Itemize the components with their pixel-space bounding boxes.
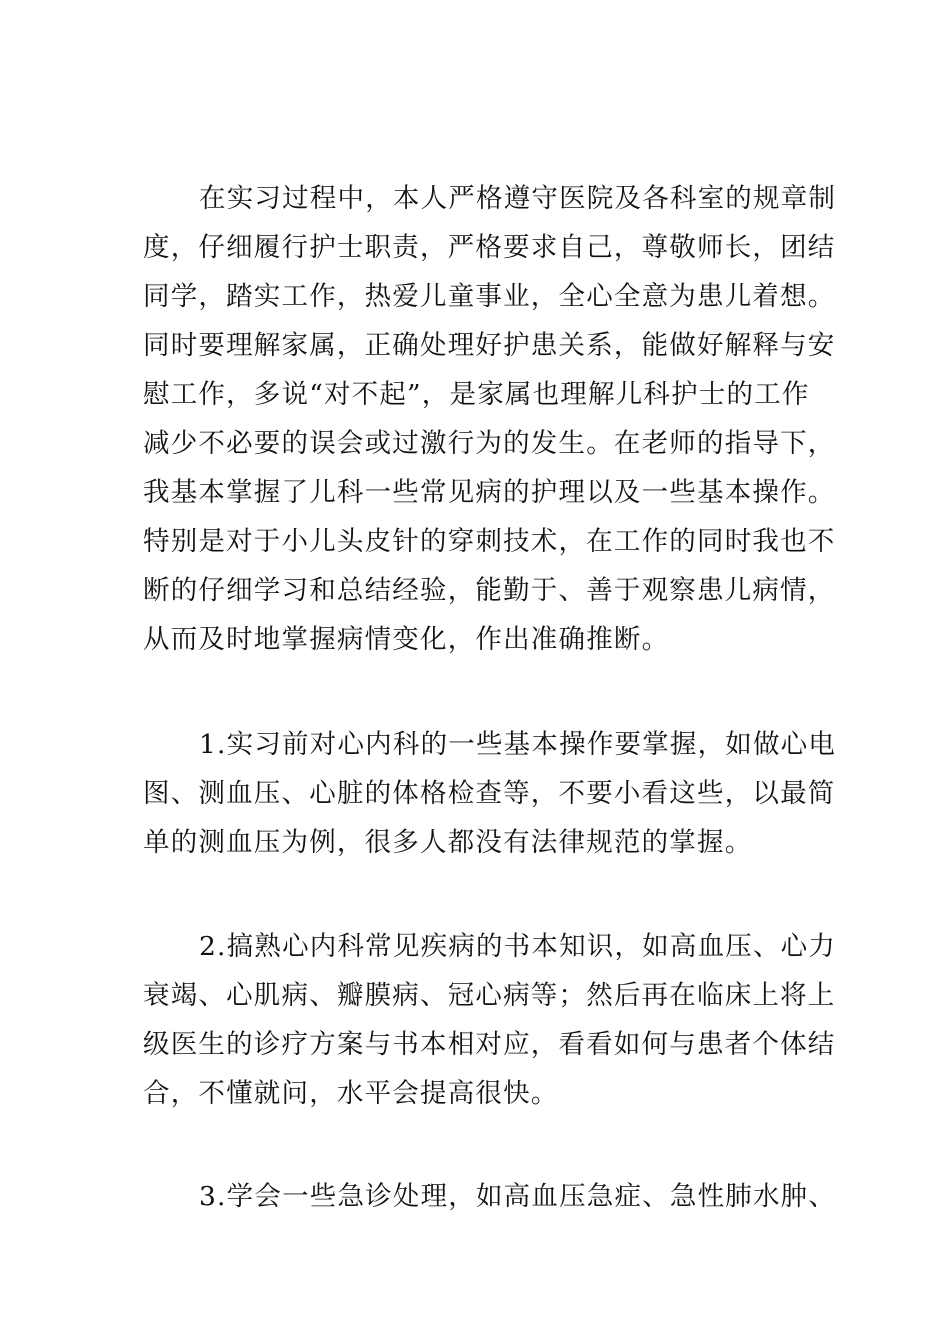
text-line: 我基本掌握了儿科一些常见病的护理以及一些基本操作。 [143,477,836,508]
text-line: 特别是对于小儿头皮针的穿刺技术，在工作的同时我也不 [143,526,836,557]
text-line: 从而及时地掌握病情变化，作出准确推断。 [143,624,670,655]
paragraph-item-1 [143,720,837,867]
paragraph-internship-summary [143,174,837,664]
text-line: 度，仔细履行护士职责，严格要求自己，尊敬师长，团结 [143,232,836,263]
text-line: 3.学会一些急诊处理，如高血压急症、急性肺水肿、 [199,1181,837,1212]
text-line: 2.搞熟心内科常见疾病的书本知识，如高血压、心力 [199,931,837,962]
text-line: 在实习过程中，本人严格遵守医院及各科室的规章制 [199,183,837,214]
paragraph-item-2 [143,922,837,1118]
text-line: 断的仔细学习和总结经验，能勤于、善于观察患儿病情， [143,575,836,606]
text-line: 慰工作，多说“对不起”，是家属也理解儿科护士的工作 [143,379,810,410]
paragraph-item-3 [143,1172,837,1221]
text-line: 同学，踏实工作，热爱儿童事业，全心全意为患儿着想。 [143,281,836,312]
text-line: 减少不必要的误会或过激行为的发生。在老师的指导下， [143,428,836,459]
text-line: 图、测血压、心脏的体格检查等，不要小看这些，以最简 [143,778,836,809]
text-line: 合，不懂就问，水平会提高很快。 [143,1078,559,1109]
text-line: 1.实习前对心内科的一些基本操作要掌握，如做心电 [199,729,837,760]
text-line: 衰竭、心肌病、瓣膜病、冠心病等；然后再在临床上将上 [143,980,836,1011]
text-line: 单的测血压为例，很多人都没有法律规范的掌握。 [143,827,753,858]
text-line: 级医生的诊疗方案与书本相对应，看看如何与患者个体结 [143,1029,836,1060]
text-line: 同时要理解家属，正确处理好护患关系，能做好解释与安 [143,330,836,361]
